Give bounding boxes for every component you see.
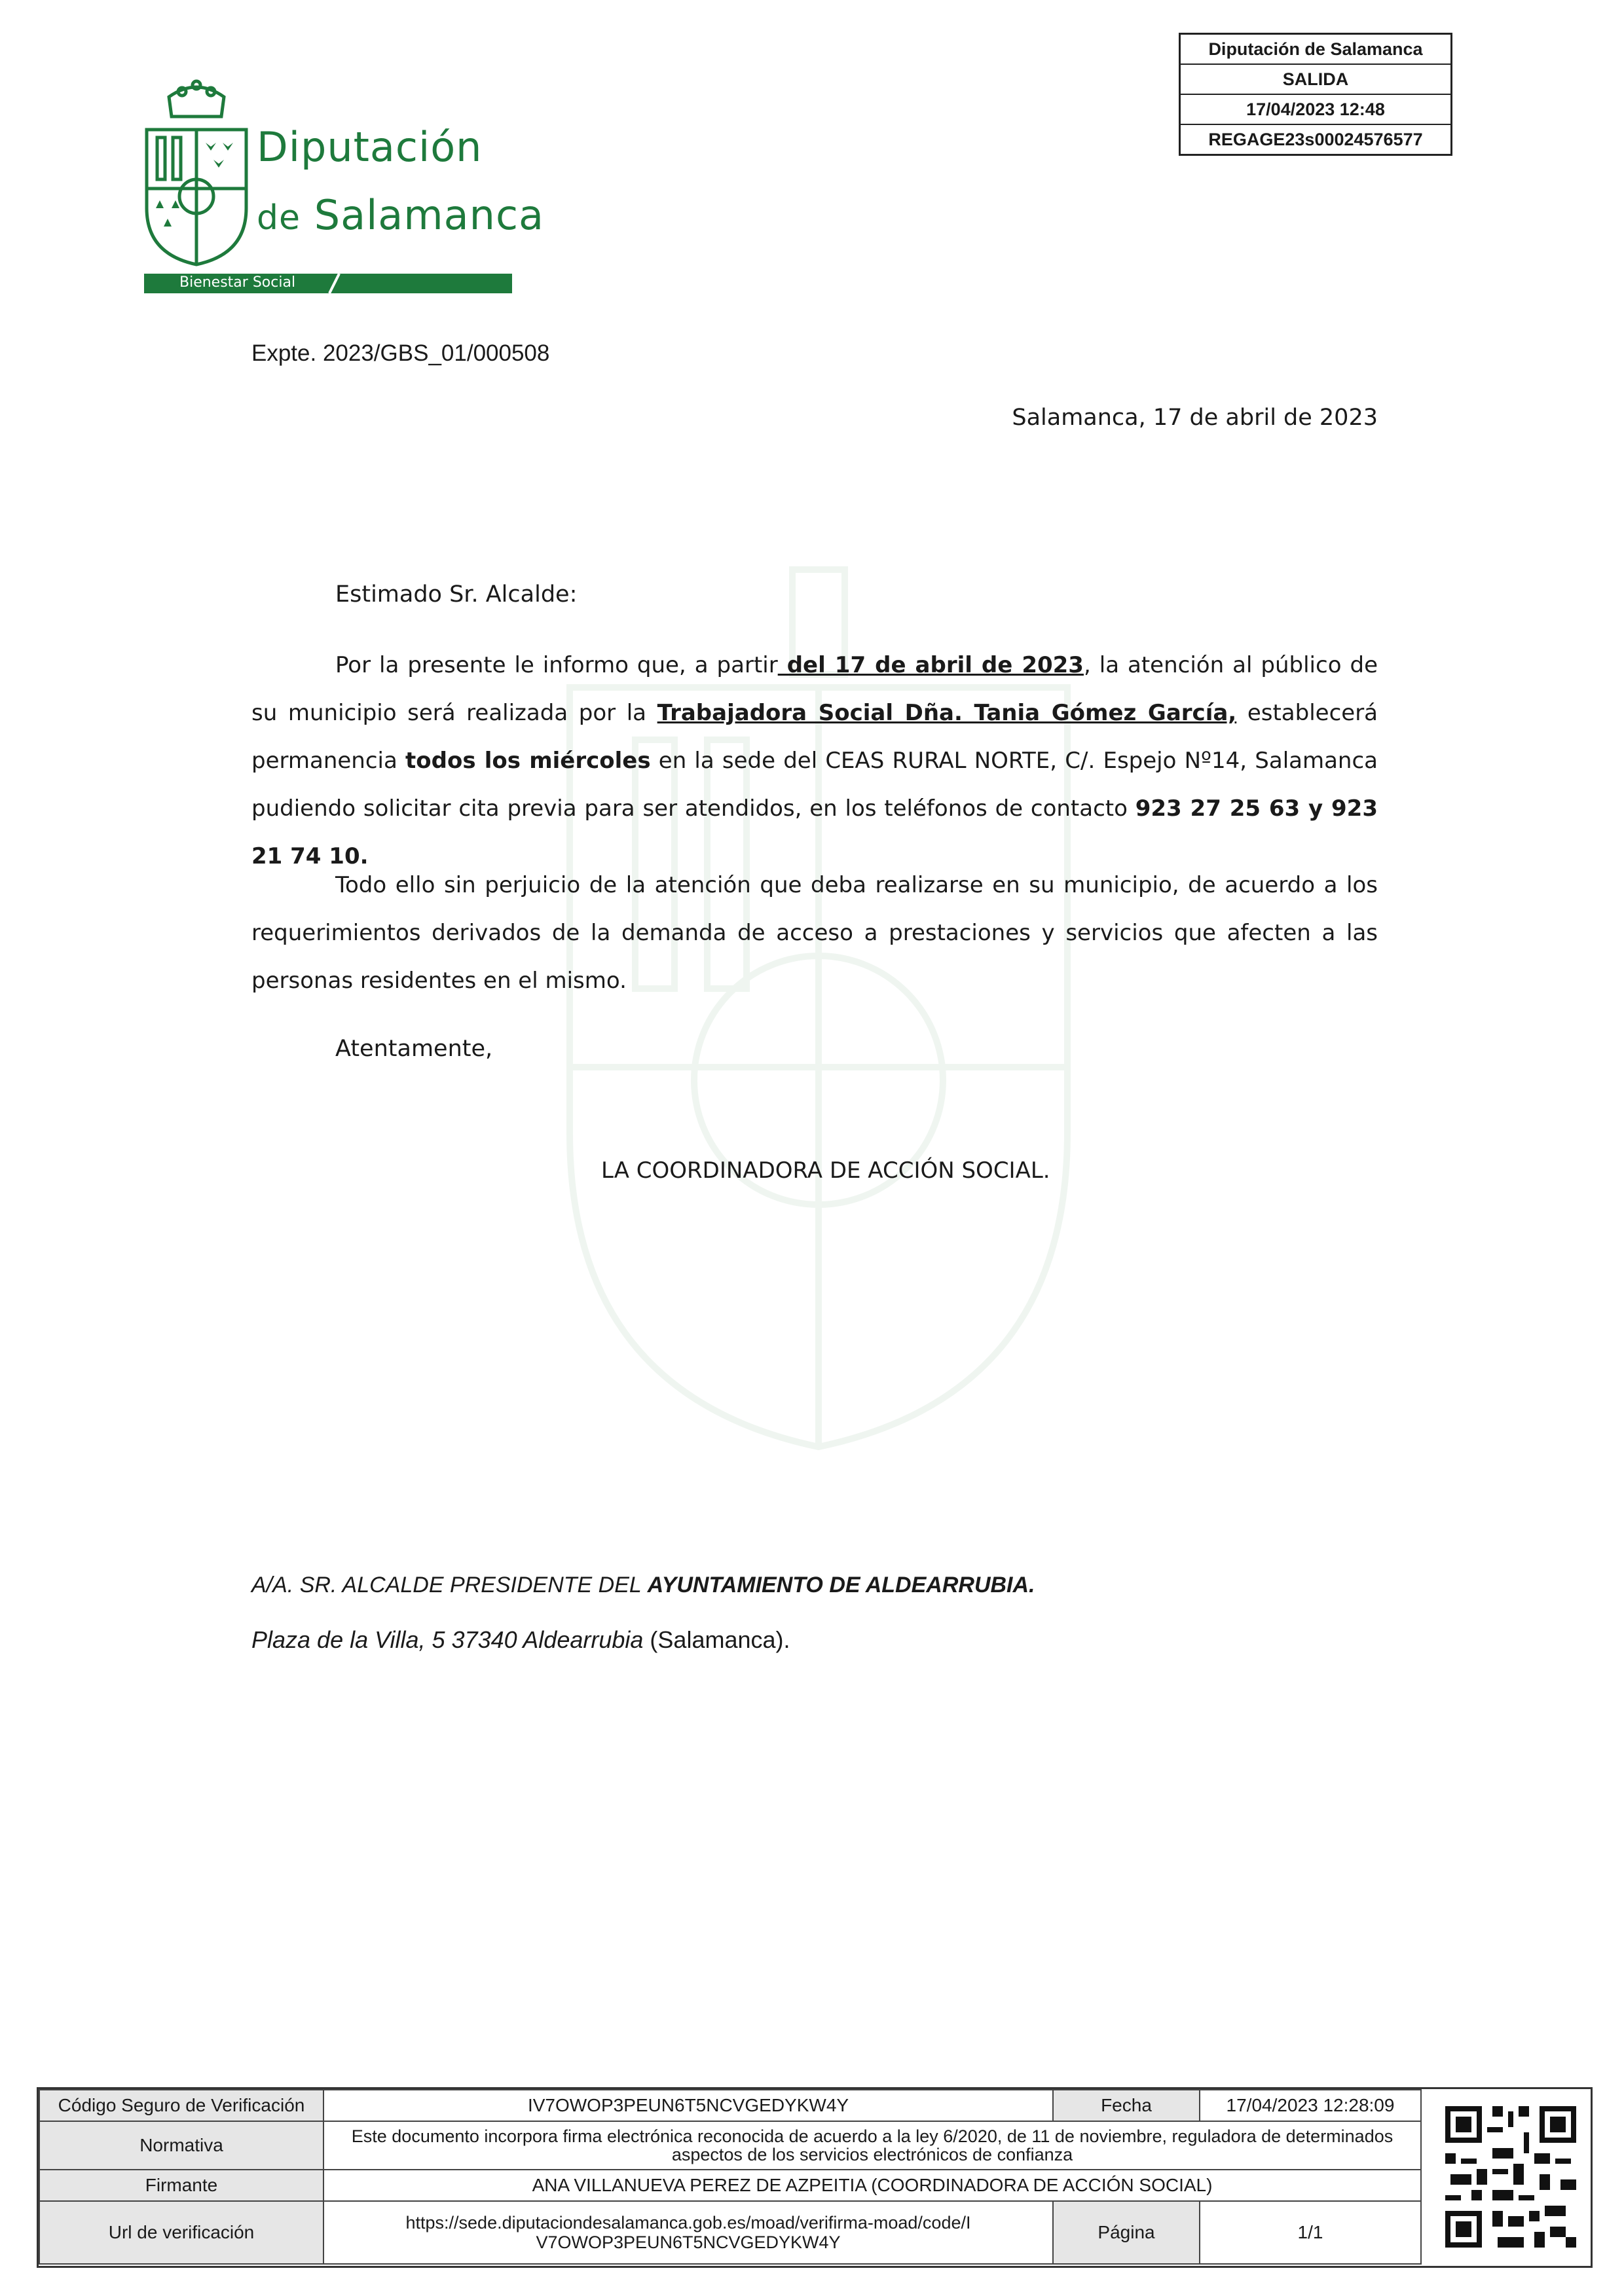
fecha-value: 17/04/2023 12:28:09: [1200, 2090, 1421, 2121]
qr-code-icon: [1445, 2105, 1576, 2249]
pagina-label: Página: [1053, 2201, 1200, 2264]
logo-title-line2: [257, 191, 544, 239]
csv-value: IV7OWOP3PEUN6T5NCVGEDYKW4Y: [323, 2090, 1053, 2121]
normativa-label: Normativa: [39, 2121, 323, 2170]
expediente-number: Expte. 2023/GBS_01/000508: [251, 340, 550, 366]
p1-g: en la sede del CEAS RURAL NORTE, C/. Espejo Nº14, Salamanca pudiendo solicitar cita previa para ser atendidos, en los teléfonos de contacto: [251, 748, 1378, 822]
firmante-label: Firmante: [39, 2170, 323, 2201]
addressee-line2: [251, 1626, 790, 1654]
p1-a: Por la presente le informo que, a partir: [335, 652, 778, 678]
paragraph-1: [251, 642, 1378, 881]
verification-footer: [37, 2087, 1593, 2268]
addressee-line1: [251, 1573, 1035, 1598]
stamp-datetime: 17/04/2023 12:48: [1181, 95, 1450, 125]
registry-stamp: [1179, 33, 1452, 156]
firmante-value: ANA VILLANUEVA PEREZ DE AZPEITIA (COORDINADORA DE ACCIÓN SOCIAL): [323, 2170, 1421, 2201]
addr2-a: Plaza de la Villa, 5 37340 Aldearrubia: [251, 1626, 644, 1653]
p1-start-date: del 17 de abril de 2023: [777, 652, 1084, 678]
pagina-value: 1/1: [1200, 2201, 1421, 2264]
signer-title: LA COORDINADORA DE ACCIÓN SOCIAL.: [601, 1157, 1050, 1184]
verification-table: [39, 2089, 1422, 2265]
stamp-org: Diputación de Salamanca: [1181, 35, 1450, 65]
date-line: Salamanca, 17 de abril de 2023: [1012, 405, 1378, 431]
addr1-b: AYUNTAMIENTO DE ALDEARRUBIA.: [647, 1573, 1035, 1597]
p1-phones: 923 27 25 63 y 923 21 74 10.: [251, 795, 1378, 869]
csv-label: Código Seguro de Verificación: [39, 2090, 323, 2121]
p1-e: establecerá permanencia: [251, 700, 1378, 774]
stamp-reg: REGAGE23s00024576577: [1208, 130, 1423, 149]
p1-days: todos los miércoles: [405, 748, 651, 774]
p1-social-worker: Trabajadora Social Dña. Tania Gómez García,: [657, 700, 1237, 726]
fecha-label: Fecha: [1053, 2090, 1200, 2121]
greeting: Estimado Sr. Alcalde:: [335, 581, 578, 608]
addr2-b: (Salamanca).: [643, 1626, 790, 1653]
stamp-type: SALIDA: [1181, 65, 1450, 95]
logo-de: de: [257, 198, 301, 238]
logo-salamanca: Salamanca: [314, 191, 545, 239]
coat-of-arms-icon: [143, 77, 250, 267]
logo-title-line1: Diputación: [257, 123, 483, 171]
normativa-value: Este documento incorpora firma electrónica reconocida de acuerdo a la ley 6/2020, de 11 de noviembre, reguladora de determinados aspectos de los servicios electrónicos de confianza: [323, 2121, 1421, 2170]
addr1-a: A/A. SR. ALCALDE PRESIDENTE DEL: [251, 1573, 648, 1597]
p2-text: Todo ello sin perjuicio de la atención que deba realizarse en su municipio, de acuerdo a los requerimientos derivados de la demanda de acceso a prestaciones y servicios que afecten a las personas residentes en el mismo.: [251, 872, 1378, 994]
url-label: Url de verificación: [39, 2201, 323, 2264]
p1-c: , la atención al público de su municipio será realizada por la: [251, 652, 1378, 726]
url-value[interactable]: https://sede.diputaciondesalamanca.gob.es/moad/verifirma-moad/code/IV7OWOP3PEUN6T5NCVGEDYKW4Y: [323, 2201, 1053, 2264]
logo-band-label: Bienestar Social: [179, 274, 296, 291]
paragraph-2: [251, 862, 1378, 1005]
closing: Atentamente,: [335, 1036, 493, 1062]
